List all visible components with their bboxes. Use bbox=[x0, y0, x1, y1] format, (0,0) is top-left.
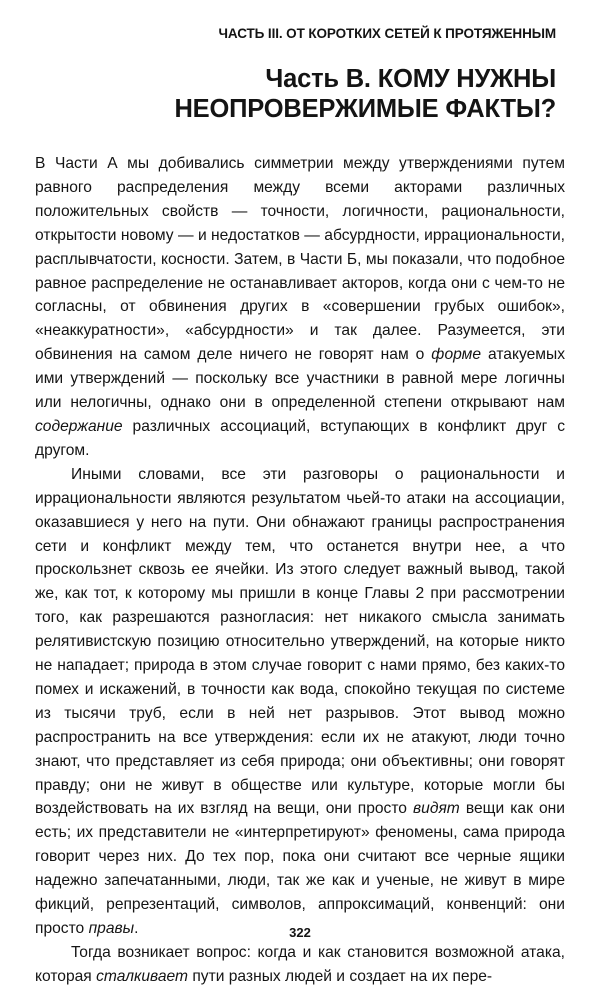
paragraph-2-text-b: вещи как они есть; их представители не «интерпретируют» феномены, сама природа говорит через них. До тех пор, пока они считают все черные ящики надежно запечатанными, люди, так же как и ученые, не живут в мире фикций, репрезентаций, символов, аппроксимаций, конвенций: они просто bbox=[35, 800, 565, 937]
paragraph-2-emphasis-b: правы bbox=[88, 920, 135, 937]
section-title-line-2: НЕОПРОВЕРЖИМЫЕ ФАКТЫ? bbox=[174, 95, 556, 123]
paragraph-1 bbox=[35, 152, 565, 463]
section-title bbox=[174, 64, 556, 124]
paragraph-1-text-a: В Части А мы добивались симметрии между утверждениями путем равного распределения между всеми акторами различных положительных свойств — точности, логичности, рациональности, открытости новому — и недостатков — абсурдности, иррациональности, расплывчатости, косности. Затем, в Части Б, мы показали, что подобное равное распределение не останавливает акторов, когда они с чем-то не согласны, от обвинения других в «совершении грубых ошибок», «неаккуратности», «абсурдности» и так далее. Разумеется, эти обвинения на самом деле ничего не говорят нам о bbox=[35, 155, 565, 364]
page-number: 322 bbox=[289, 925, 311, 940]
paragraph-3-emphasis-a: сталкивает bbox=[96, 967, 188, 985]
paragraph-3 bbox=[35, 941, 565, 989]
paragraph-1-text-c: различных ассоциаций, вступающих в конфликт друг с другом. bbox=[35, 417, 565, 459]
paragraph-1-text-b: атакуемых ими утверждений — поскольку все участники в равной мере логичны или нелогичны, однако они в определенной степени открывают нам bbox=[35, 346, 565, 412]
paragraph-2-text-c: . bbox=[134, 920, 139, 937]
section-title-line-1: Часть В. КОМУ НУЖНЫ bbox=[265, 65, 556, 93]
paragraph-1-emphasis-b: содержание bbox=[35, 417, 123, 435]
paragraph-2-text-a: Иными словами, все эти разговоры о рациональности и иррациональности являются результатом чьей-то атаки на ассоциации, оказавшиеся у него на пути. Они обнажают границы распространения сети и конфликт между тем, что останется внутри нее, а что проскользнет сквозь ее ячейки. Из этого следует важный вывод, такой же, как тот, к которому мы пришли в конце Главы 2 при рассмотрении того, как разрешаются разногласия: нет никакого смысла занимать релятивистскую позицию относительно утверждений, на которые никто не нападает; природа в этом случае говорит с нами прямо, без каких-то помех и искажений, в точности как вода, спокойно текущая по системе из тысячи труб, если в ней нет разрывов. Этот вывод можно распространить на все утверждения: если их не атакуют, люди точно знают, что представляет из себя природа; они объективны; они говорят правду; они не живут в обществе или культуре, которые могли бы воздействовать на их взгляд на вещи, они просто bbox=[35, 465, 565, 818]
paragraph-3-text-a: Тогда возникает вопрос: когда и как становится возможной атака, которая bbox=[35, 943, 565, 985]
paragraph-3-text-b: пути разных людей и создает на их пере- bbox=[188, 967, 493, 985]
paragraph-1-emphasis-a: форме bbox=[431, 346, 482, 364]
running-head: ЧАСТЬ III. ОТ КОРОТКИХ СЕТЕЙ К ПРОТЯЖЕННЫМ bbox=[218, 26, 556, 41]
paragraph-2 bbox=[35, 463, 565, 941]
body-text bbox=[35, 152, 565, 989]
paragraph-2-emphasis-a: видят bbox=[413, 800, 460, 818]
